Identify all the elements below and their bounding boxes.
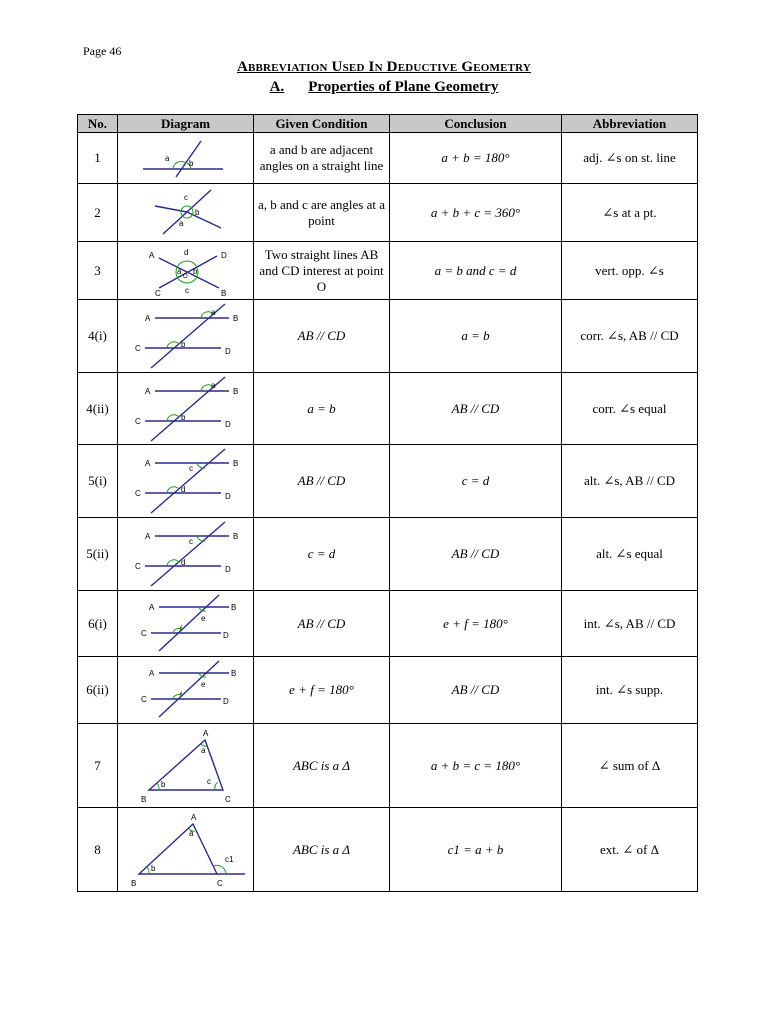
- label-d: d: [183, 247, 188, 257]
- corresponding-angles-converse-diagram: [121, 375, 251, 443]
- label-C: C: [154, 288, 161, 298]
- table-row: [78, 373, 698, 445]
- label-b: b: [180, 412, 185, 422]
- abbreviation: alt. ∠s, AB // CD: [562, 445, 698, 518]
- label-e: e: [200, 613, 205, 623]
- abbreviation: adj. ∠s on st. line: [562, 133, 698, 184]
- label-C: C: [134, 344, 141, 353]
- label-A: A: [144, 459, 150, 468]
- table-row: [78, 300, 698, 373]
- page-number: Page 46: [83, 44, 122, 58]
- section-letter: A.: [269, 79, 285, 95]
- label-C: C: [216, 878, 223, 888]
- label-C: C: [134, 489, 141, 498]
- conclusion: a = b and c = d: [390, 242, 562, 300]
- label-b: b: [194, 207, 199, 217]
- label-A: A: [148, 669, 154, 678]
- row-number: 4(ii): [78, 373, 118, 445]
- abbreviation: alt. ∠s equal: [562, 518, 698, 591]
- header-no: No.: [78, 115, 118, 133]
- label-e: e: [200, 680, 205, 689]
- table-header-row: [78, 115, 698, 133]
- conclusion: a + b = 180°: [390, 133, 562, 184]
- label-B: B: [140, 794, 146, 804]
- table-row: [78, 591, 698, 657]
- label-A: A: [148, 602, 154, 612]
- interior-angles-diagram: [121, 593, 251, 655]
- given-condition: c = d: [254, 518, 390, 591]
- label-A: A: [148, 250, 154, 260]
- label-b: b: [192, 266, 197, 276]
- conclusion: c1 = a + b: [390, 808, 562, 892]
- label-A: A: [144, 386, 150, 396]
- table-row: [78, 657, 698, 724]
- table-row: [78, 724, 698, 808]
- label-D: D: [220, 250, 227, 260]
- diagram-cell: [118, 724, 254, 808]
- abbreviation: ∠ sum of Δ: [562, 724, 698, 808]
- diagram-cell: [118, 300, 254, 373]
- diagram-cell: [118, 518, 254, 591]
- label-B: B: [232, 532, 238, 541]
- label-D: D: [224, 492, 231, 501]
- label-B: B: [232, 314, 238, 323]
- given-condition: e + f = 180°: [254, 657, 390, 724]
- angles-at-point-diagram: [121, 186, 251, 240]
- diagram-cell: [118, 133, 254, 184]
- interior-angles-converse-diagram: [121, 659, 251, 721]
- abbreviation: corr. ∠s equal: [562, 373, 698, 445]
- conclusion: a = b: [390, 300, 562, 373]
- given-condition: a, b and c are angles at a point: [254, 184, 390, 242]
- abbreviation: int. ∠s supp.: [562, 657, 698, 724]
- row-number: 6(ii): [78, 657, 118, 724]
- row-number: 7: [78, 724, 118, 808]
- label-d: d: [180, 558, 185, 567]
- given-condition: a and b are adjacent angles on a straight line: [254, 133, 390, 184]
- section-title: Properties of Plane Geometry: [308, 79, 499, 95]
- label-c: c: [184, 285, 189, 295]
- row-number: 1: [78, 133, 118, 184]
- label-D: D: [222, 630, 229, 640]
- table-row: [78, 518, 698, 591]
- label-B: B: [232, 386, 238, 396]
- table-row: [78, 808, 698, 892]
- label-C: C: [140, 628, 147, 638]
- abbreviation: int. ∠s, AB // CD: [562, 591, 698, 657]
- table-row: [78, 184, 698, 242]
- given-condition: AB // CD: [254, 300, 390, 373]
- label-C: C: [134, 562, 141, 571]
- label-D: D: [224, 419, 231, 429]
- label-A: A: [190, 812, 196, 822]
- header-given: Given Condition: [254, 115, 390, 133]
- label-B: B: [220, 288, 226, 298]
- conclusion: AB // CD: [390, 657, 562, 724]
- adjacent-angles-diagram: [121, 135, 251, 181]
- label-c: c: [206, 776, 211, 786]
- abbreviation: vert. opp. ∠s: [562, 242, 698, 300]
- given-condition: ABC is a Δ: [254, 724, 390, 808]
- label-A: A: [144, 314, 150, 323]
- label-b: b: [160, 779, 165, 789]
- label-c: c: [188, 537, 193, 546]
- label-a: a: [176, 266, 181, 276]
- given-condition: AB // CD: [254, 591, 390, 657]
- row-number: 2: [78, 184, 118, 242]
- diagram-cell: [118, 808, 254, 892]
- label-c: c: [188, 464, 193, 473]
- label-B: B: [130, 878, 136, 888]
- abbreviation: ext. ∠ of Δ: [562, 808, 698, 892]
- header-diagram: Diagram: [118, 115, 254, 133]
- row-number: 6(i): [78, 591, 118, 657]
- label-D: D: [222, 697, 229, 706]
- label-B: B: [232, 459, 238, 468]
- label-O: O: [182, 273, 188, 280]
- diagram-cell: [118, 445, 254, 518]
- diagram-cell: [118, 657, 254, 724]
- given-condition: a = b: [254, 373, 390, 445]
- alternate-angles-diagram: [121, 447, 251, 515]
- properties-table: [77, 114, 698, 892]
- label-B: B: [230, 669, 236, 678]
- label-a: a: [178, 218, 183, 228]
- label-C: C: [140, 695, 147, 704]
- triangle-angle-sum-diagram: [121, 726, 251, 806]
- label-a: a: [188, 828, 193, 838]
- label-f: f: [179, 692, 182, 699]
- header-abbreviation: Abbreviation: [562, 115, 698, 133]
- document-title: Abbreviation Used In Deductive Geometry: [236, 59, 532, 75]
- conclusion: AB // CD: [390, 373, 562, 445]
- label-c: c: [183, 192, 188, 202]
- diagram-cell: [118, 591, 254, 657]
- label-b: b: [180, 340, 185, 349]
- vertically-opposite-diagram: [121, 244, 251, 298]
- diagram-cell: [118, 373, 254, 445]
- label-b: b: [188, 159, 193, 168]
- conclusion: AB // CD: [390, 518, 562, 591]
- row-number: 8: [78, 808, 118, 892]
- label-A: A: [144, 532, 150, 541]
- exterior-angle-diagram: [121, 810, 251, 890]
- table-row: [78, 133, 698, 184]
- label-a: a: [210, 308, 215, 317]
- diagram-cell: [118, 242, 254, 300]
- abbreviation: corr. ∠s, AB // CD: [562, 300, 698, 373]
- diagram-cell: [118, 184, 254, 242]
- label-d: d: [180, 485, 185, 494]
- label-c1: c1: [224, 854, 233, 864]
- given-condition: AB // CD: [254, 445, 390, 518]
- given-condition: ABC is a Δ: [254, 808, 390, 892]
- label-B: B: [230, 602, 236, 612]
- conclusion: c = d: [390, 445, 562, 518]
- label-C: C: [224, 794, 231, 804]
- table-row: [78, 445, 698, 518]
- conclusion: a + b = c = 180°: [390, 724, 562, 808]
- header-conclusion: Conclusion: [390, 115, 562, 133]
- section-heading: [0, 79, 768, 96]
- alternate-angles-converse-diagram: [121, 520, 251, 588]
- table-row: [78, 242, 698, 300]
- label-b: b: [150, 863, 155, 873]
- label-a: a: [200, 745, 205, 755]
- row-number: 3: [78, 242, 118, 300]
- label-C: C: [134, 416, 141, 426]
- row-number: 5(ii): [78, 518, 118, 591]
- label-a: a: [164, 154, 169, 163]
- row-number: 5(i): [78, 445, 118, 518]
- label-a: a: [210, 380, 215, 390]
- row-number: 4(i): [78, 300, 118, 373]
- given-condition: Two straight lines AB and CD interest at point O: [254, 242, 390, 300]
- abbreviation: ∠s at a pt.: [562, 184, 698, 242]
- label-A: A: [202, 728, 208, 738]
- corresponding-angles-diagram: [121, 302, 251, 370]
- label-D: D: [224, 347, 231, 356]
- label-f: f: [179, 625, 182, 633]
- conclusion: a + b + c = 360°: [390, 184, 562, 242]
- conclusion: e + f = 180°: [390, 591, 562, 657]
- label-D: D: [224, 565, 231, 574]
